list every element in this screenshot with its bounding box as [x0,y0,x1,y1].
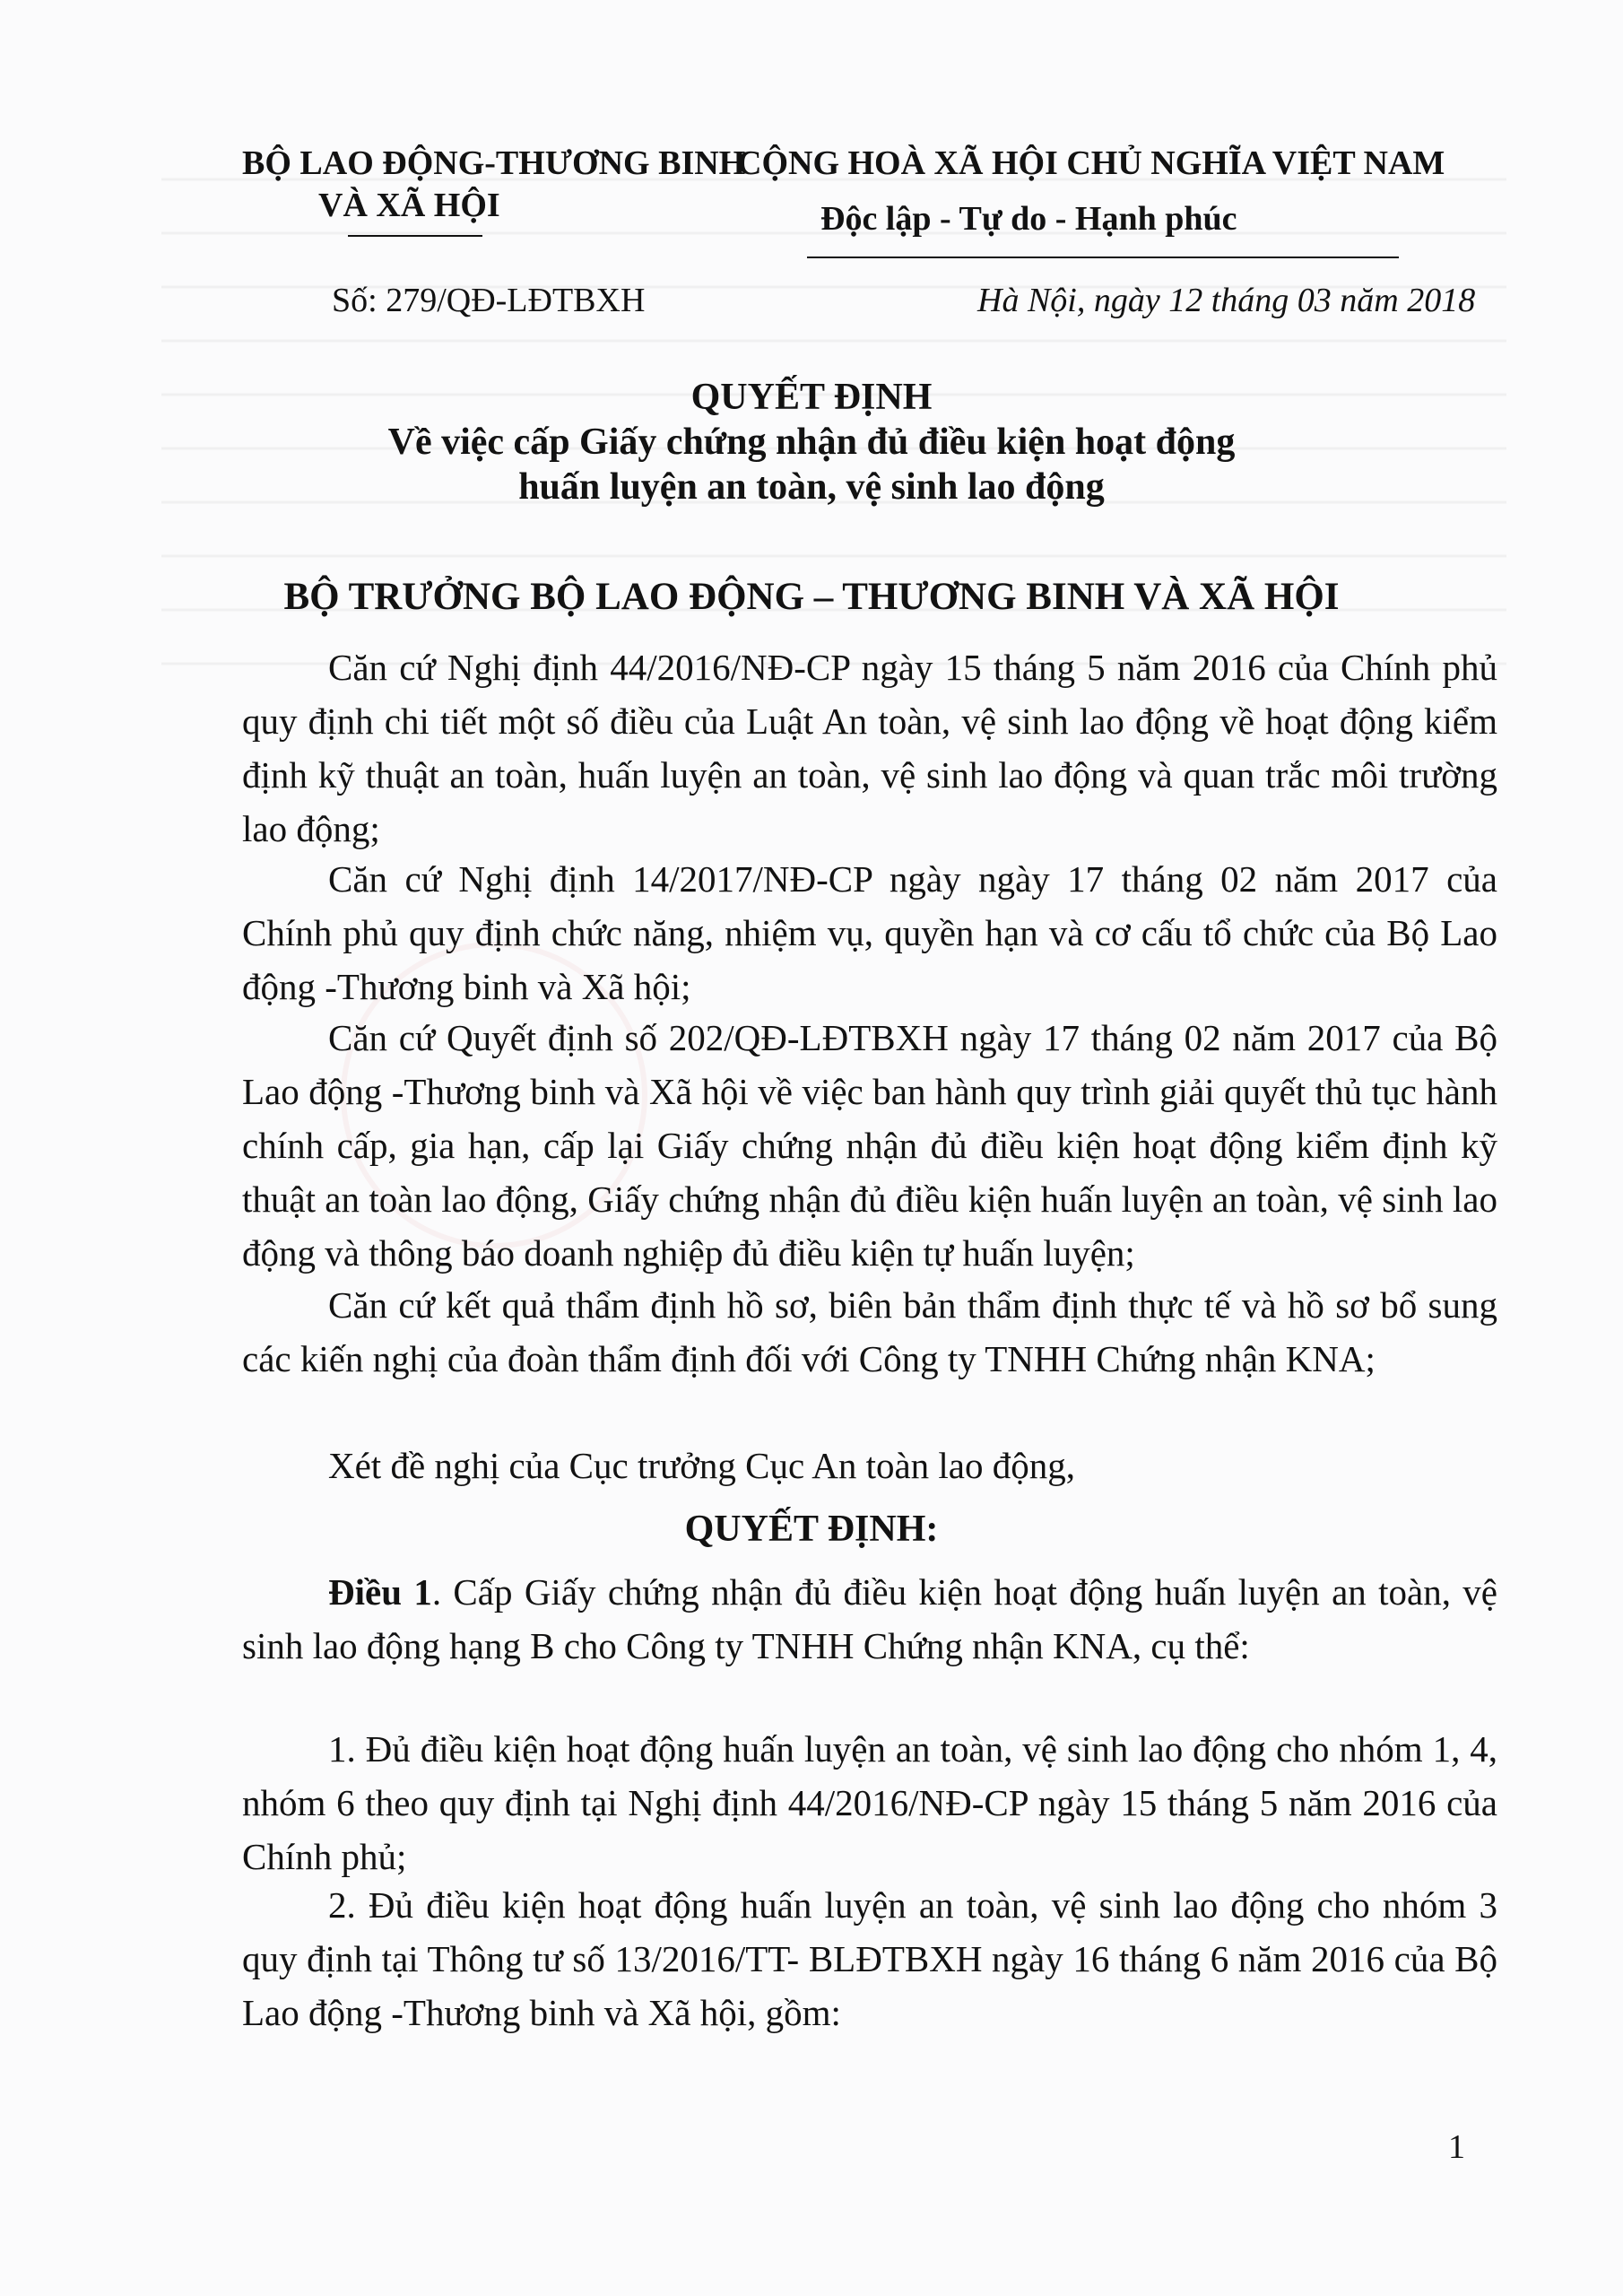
legal-basis-1: Căn cứ Nghị định 44/2016/NĐ-CP ngày 15 tháng 5 năm 2016 của Chính phủ quy định chi tiết một số điều của Luật An toàn, vệ sinh lao động về hoạt động kiểm định kỹ thuật an toàn, huấn luyện an toàn, vệ sinh lao động và quan trắc môi trường lao động; [242,647,1497,849]
ministry-name-line1: BỘ LAO ĐỘNG-THƯƠNG BINH [242,144,746,182]
national-motto: Độc lập - Tự do - Hạnh phúc [820,200,1237,238]
issuing-authority: BỘ TRƯỞNG BỘ LAO ĐỘNG – THƯƠNG BINH VÀ XÃ HỘI [283,576,1340,618]
page-number: 1 [1448,2128,1465,2166]
decision-heading: QUYẾT ĐỊNH: [684,1509,939,1550]
legal-basis-2: Căn cứ Nghị định 14/2017/NĐ-CP ngày ngày 17 tháng 02 năm 2017 của Chính phủ quy định chức năng, nhiệm vụ, quyền hạn và cơ cấu tổ chức của Bộ Lao động -Thương binh và Xã hội; [242,858,1497,1007]
article-1 [242,1565,1497,1673]
subject-line-1: Về việc cấp Giấy chứng nhận đủ điều kiện hoạt động [387,422,1236,463]
legal-basis-3: Căn cứ Quyết định số 202/QĐ-LĐTBXH ngày 17 tháng 02 năm 2017 của Bộ Lao động -Thương binh và Xã hội về việc ban hành quy trình giải quyết thủ tục hành chính cấp, gia hạn, cấp lại Giấy chứng nhận đủ điều kiện hoạt động kiểm định kỹ thuật an toàn lao động, Giấy chứng nhận đủ điều kiện huấn luyện an toàn, vệ sinh lao động và thông báo doanh nghiệp đủ điều kiện tự huấn luyện; [242,1017,1497,1274]
ministry-name-line2: VÀ XÃ HỘI [318,187,500,224]
ministry-underline [348,235,482,237]
document-number: Số: 279/QĐ-LĐTBXH [332,282,646,319]
article-1-item-1: 1. Đủ điều kiện hoạt động huấn luyện an toàn, vệ sinh lao động cho nhóm 1, 4, nhóm 6 theo quy định tại Nghị định 44/2016/NĐ-CP ngày 15 tháng 5 năm 2016 của Chính phủ; [242,1728,1497,1877]
proposal-paragraph: Xét đề nghị của Cục trưởng Cục An toàn lao động, [328,1445,1075,1486]
national-title: CỘNG HOÀ XÃ HỘI CHỦ NGHĨA VIỆT NAM [737,144,1445,182]
motto-underline [807,257,1399,258]
place-and-date: Hà Nội, ngày 12 tháng 03 năm 2018 [977,282,1476,319]
article-1-item-2: 2. Đủ điều kiện hoạt động huấn luyện an toàn, vệ sinh lao động cho nhóm 3 quy định tại Thông tư số 13/2016/TT- BLĐTBXH ngày 16 tháng 6 năm 2016 của Bộ Lao động -Thương binh và Xã hội, gồm: [242,1884,1497,2033]
document-type-title: QUYẾT ĐỊNH [690,377,933,418]
subject-line-2: huấn luyện an toàn, vệ sinh lao động [518,466,1105,508]
article-1-label: Điều 1 [328,1571,432,1613]
article-1-text: . Cấp Giấy chứng nhận đủ điều kiện hoạt động huấn luyện an toàn, vệ sinh lao động hạng B cho Công ty TNHH Chứng nhận KNA, cụ thể: [242,1571,1497,1666]
legal-basis-4: Căn cứ kết quả thẩm định hồ sơ, biên bản thẩm định thực tế và hồ sơ bổ sung các kiến nghị của đoàn thẩm định đối với Công ty TNHH Chứng nhận KNA; [242,1284,1497,1379]
